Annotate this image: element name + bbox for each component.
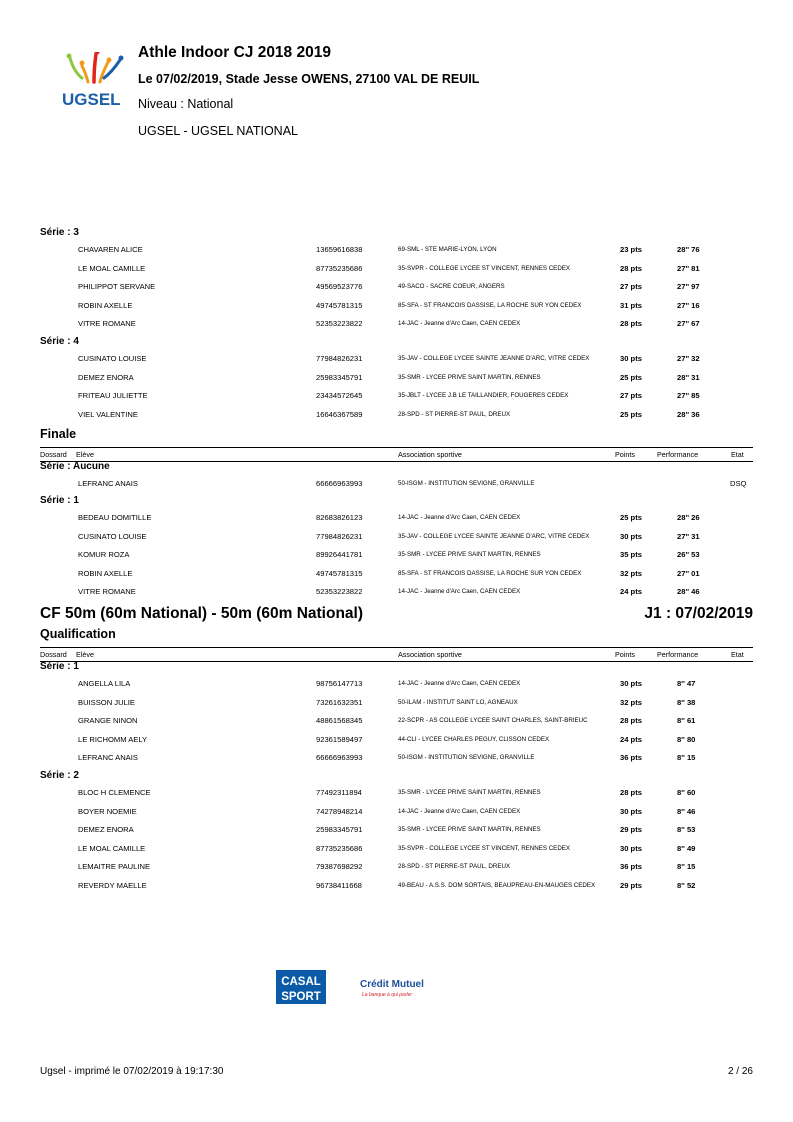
licence-number: 52353223822 xyxy=(316,587,363,597)
level-label: Niveau : National xyxy=(138,97,234,111)
performance: 26'' 53 xyxy=(677,550,700,560)
licence-number: 52353223822 xyxy=(316,319,363,329)
points: 25 pts xyxy=(620,409,642,419)
event-title: CF 50m (60m National) - 50m (60m National) xyxy=(40,605,363,622)
result-row xyxy=(40,406,753,424)
result-row xyxy=(40,565,753,583)
association: 22-SCPR - AS COLLEGE LYCEE SAINT CHARLES, SAINT-BRIEUC xyxy=(398,717,588,725)
performance: 8'' 46 xyxy=(677,806,696,816)
points: 27 pts xyxy=(620,391,642,401)
athlete-name: BEDEAU DOMITILLE xyxy=(78,513,152,522)
performance: 8'' 61 xyxy=(677,716,696,726)
header-performance: Performance xyxy=(657,650,699,659)
points: 24 pts xyxy=(620,587,642,597)
serie-heading: Série : 1 xyxy=(40,495,79,506)
athlete-name: LEMAITRE PAULINE xyxy=(78,862,151,872)
athlete-name: VITRE ROMANE xyxy=(78,587,136,597)
result-row xyxy=(40,877,753,895)
athlete-name: ROBIN AXELLE xyxy=(78,300,133,310)
performance: 8'' 53 xyxy=(677,825,696,835)
result-row xyxy=(40,475,753,493)
casal-sport-logo xyxy=(276,970,326,1004)
serie-heading: Série : 4 xyxy=(40,336,79,347)
ugsel-figures-icon xyxy=(67,52,124,82)
points: 30 pts xyxy=(620,806,642,816)
points: 32 pts xyxy=(620,697,642,707)
licence-number: 82683826123 xyxy=(316,513,363,522)
association: 85-SFA - ST FRANCOIS DASSISE, LA ROCHE SUR YON CEDEX xyxy=(398,301,582,309)
header-etat: Etat xyxy=(731,450,744,459)
logo-text: UGSEL xyxy=(62,90,121,109)
association: 50-ILAM - INSTITUT SAINT LO, AGNEAUX xyxy=(398,698,518,706)
association: 35-JBLT - LYCEE J.B LE TAILLANDIER, FOUGERES CEDEX xyxy=(398,392,569,400)
licence-number: 25983345791 xyxy=(316,825,363,835)
licence-number: 23434572645 xyxy=(316,391,363,401)
serie-heading: Série : 3 xyxy=(40,227,79,238)
result-row xyxy=(40,858,753,876)
result-row xyxy=(40,297,753,315)
performance: 8'' 49 xyxy=(677,843,696,853)
result-row xyxy=(40,387,753,405)
header-performance: Performance xyxy=(657,450,699,459)
athlete-name: LE MOAL CAMILLE xyxy=(78,263,146,273)
page-number: 2 / 26 xyxy=(727,1066,753,1077)
association: 14-JAC - Jeanne d'Arc Caen, CAEN CEDEX xyxy=(398,680,521,687)
points: 30 pts xyxy=(620,531,642,541)
points: 36 pts xyxy=(620,753,642,763)
athlete-name: BOYER NOEMIE xyxy=(78,806,137,816)
points: 28 pts xyxy=(620,716,642,726)
ugsel-logo xyxy=(60,52,128,110)
points: 30 pts xyxy=(620,843,642,853)
result-row xyxy=(40,583,753,601)
result-row xyxy=(40,260,753,278)
licence-number: 74278948214 xyxy=(316,806,363,816)
performance: 8'' 15 xyxy=(677,753,696,763)
association: 14-JAC - Jeanne d'Arc Caen, CAEN CEDEX xyxy=(398,514,521,521)
athlete-name: REVERDY MAELLE xyxy=(78,881,147,890)
header-association: Association sportive xyxy=(398,650,462,659)
result-row xyxy=(40,840,753,858)
licence-number: 49569523776 xyxy=(316,282,363,292)
licence-number: 96738411668 xyxy=(316,881,362,890)
performance: 27'' 31 xyxy=(677,531,700,541)
result-row xyxy=(40,278,753,296)
association: 50-ISGM - INSTITUTION SEVIGNE, GRANVILLE xyxy=(398,754,535,762)
result-row xyxy=(40,749,753,767)
licence-number: 89926441781 xyxy=(316,550,363,560)
result-row xyxy=(40,241,753,259)
athlete-name: CHAVAREN ALICE xyxy=(78,245,143,254)
athlete-name: LE RICHOMM AELY xyxy=(78,734,148,744)
licence-number: 92361589497 xyxy=(316,734,363,744)
licence-number: 25983345791 xyxy=(316,372,363,382)
performance: 27'' 67 xyxy=(677,319,700,329)
licence-number: 79387698292 xyxy=(316,862,363,872)
result-row xyxy=(40,803,753,821)
result-row xyxy=(40,315,753,333)
header-points: Points xyxy=(615,650,635,659)
athlete-name: DEMEZ ENORA xyxy=(78,372,134,382)
points: 31 pts xyxy=(620,300,642,310)
points: 30 pts xyxy=(620,354,642,363)
athlete-name: LEFRANC ANAIS xyxy=(78,479,138,488)
result-row xyxy=(40,821,753,839)
credit-mutuel-logo xyxy=(360,979,424,998)
association: 35-SMR - LYCEE PRIVE SAINT MARTIN, RENNES xyxy=(398,789,541,796)
licence-number: 87735235686 xyxy=(316,263,363,273)
association: 50-ISGM - INSTITUTION SEVIGNE, GRANVILLE xyxy=(398,480,535,487)
association: 35-SMR - LYCEE PRIVE SAINT MARTIN, RENNES xyxy=(398,373,541,381)
points: 29 pts xyxy=(620,881,642,890)
association: 49-SACO - SACRE COEUR, ANGERS xyxy=(398,283,505,291)
header-points: Points xyxy=(615,450,635,459)
performance: 27'' 01 xyxy=(677,568,700,578)
header-eleve: Elève xyxy=(76,650,94,659)
association: 35-JAV - COLLEGE LYCEE SAINTE JEANNE D'ARC, VITRE CEDEX xyxy=(398,355,590,362)
association: 35-SVPR - COLLEGE LYCEE ST VINCENT, RENNES CEDEX xyxy=(398,264,571,272)
credit-mutuel-text: Crédit Mutuel xyxy=(360,979,424,990)
table-header xyxy=(40,647,753,662)
print-timestamp: Ugsel - imprimé le 07/02/2019 à 19:17:30 xyxy=(40,1066,224,1077)
points: 25 pts xyxy=(620,513,642,522)
licence-number: 49745781315 xyxy=(316,568,363,578)
athlete-name: ANGELLA LILA xyxy=(78,679,131,688)
licence-number: 77984826231 xyxy=(316,354,363,363)
header-dossard: Dossard xyxy=(40,450,67,459)
sport-text: SPORT xyxy=(281,991,321,1003)
result-row xyxy=(40,731,753,749)
association: 35-SMR - LYCEE PRIVE SAINT MARTIN, RENNES xyxy=(398,551,541,559)
association: 14-JAC - Jeanne d'Arc Caen, CAEN CEDEX xyxy=(398,807,521,815)
athlete-name: VITRE ROMANE xyxy=(78,319,136,329)
finale-heading: Finale xyxy=(40,427,77,441)
performance: 8'' 52 xyxy=(677,881,696,890)
association: 28-SPD - ST PIERRE-ST PAUL, DREUX xyxy=(398,863,511,871)
athlete-name: PHILIPPOT SERVANE xyxy=(78,282,156,292)
licence-number: 13659616838 xyxy=(316,245,363,254)
performance: 28'' 76 xyxy=(677,245,700,254)
event-date: J1 : 07/02/2019 xyxy=(644,605,753,622)
licence-number: 87735235686 xyxy=(316,843,363,853)
points: 27 pts xyxy=(620,282,642,292)
points: 28 pts xyxy=(620,319,642,329)
association: 69-SML - STE MARIE-LYON, LYON xyxy=(398,246,497,253)
result-row xyxy=(40,369,753,387)
performance: 27'' 16 xyxy=(677,300,700,310)
licence-number: 66666963993 xyxy=(316,479,363,488)
performance: 27'' 97 xyxy=(677,282,700,292)
performance: 28'' 36 xyxy=(677,409,700,419)
points: 28 pts xyxy=(620,788,642,797)
performance: 8'' 38 xyxy=(677,697,696,707)
association: 14-JAC - Jeanne d'Arc Caen, CAEN CEDEX xyxy=(398,588,521,596)
points: 32 pts xyxy=(620,568,642,578)
status: DSQ xyxy=(730,479,747,488)
performance: 28'' 46 xyxy=(677,587,700,597)
result-row xyxy=(40,694,753,712)
association: 35-JAV - COLLEGE LYCEE SAINTE JEANNE D'ARC, VITRE CEDEX xyxy=(398,532,590,540)
athlete-name: DEMEZ ENORA xyxy=(78,825,134,835)
athlete-name: BLOC H CLEMENCE xyxy=(78,788,151,797)
performance: 27'' 32 xyxy=(677,354,700,363)
athlete-name: LEFRANC ANAIS xyxy=(78,753,138,763)
result-row xyxy=(40,546,753,564)
serie-heading: Série : 2 xyxy=(40,770,79,781)
points: 28 pts xyxy=(620,263,642,273)
licence-number: 98756147713 xyxy=(316,679,363,688)
performance: 8'' 60 xyxy=(677,788,696,797)
serie-heading: Série : 1 xyxy=(40,661,79,672)
licence-number: 16646367589 xyxy=(316,409,363,419)
result-row xyxy=(40,675,753,693)
athlete-name: VIEL VALENTINE xyxy=(78,409,138,419)
points: 35 pts xyxy=(620,550,642,560)
athlete-name: CUSINATO LOUISE xyxy=(78,531,147,541)
points: 23 pts xyxy=(620,245,642,254)
licence-number: 66666963993 xyxy=(316,753,363,763)
association: 14-JAC - Jeanne d'Arc Caen, CAEN CEDEX xyxy=(398,320,521,328)
licence-number: 49745781315 xyxy=(316,300,363,310)
association: 85-SFA - ST FRANCOIS DASSISE, LA ROCHE SUR YON CEDEX xyxy=(398,569,582,577)
credit-mutuel-tagline: La banque à qui parler xyxy=(362,992,413,998)
performance: 8'' 47 xyxy=(677,679,696,688)
points: 30 pts xyxy=(620,679,642,688)
performance: 28'' 31 xyxy=(677,372,700,382)
athlete-name: ROBIN AXELLE xyxy=(78,568,133,578)
association: 28-SPD - ST PIERRE-ST PAUL, DREUX xyxy=(398,410,511,418)
header-etat: Etat xyxy=(731,650,744,659)
licence-number: 77984826231 xyxy=(316,531,363,541)
association: 35-SVPR - COLLEGE LYCEE ST VINCENT, RENNES CEDEX xyxy=(398,844,571,852)
athlete-name: KOMUR ROZA xyxy=(78,550,130,560)
performance: 27'' 85 xyxy=(677,391,700,401)
points: 24 pts xyxy=(620,734,642,744)
header-association: Association sportive xyxy=(398,450,462,459)
result-row xyxy=(40,350,753,368)
points: 36 pts xyxy=(620,862,642,872)
performance: 28'' 26 xyxy=(677,513,700,522)
table-header xyxy=(40,447,753,462)
document-title: Athle Indoor CJ 2018 2019 xyxy=(138,44,331,61)
sponsor-logos xyxy=(276,970,436,1006)
licence-number: 48861568345 xyxy=(316,716,363,726)
association: 49-BEAU - A.S.S. DOM SORTAIS, BEAUPREAU-EN-MAUGES CEDEX xyxy=(398,882,596,889)
association: 44-CLI - LYCEE CHARLES PEGUY, CLISSON CEDEX xyxy=(398,735,550,743)
header-eleve: Elève xyxy=(76,450,94,459)
performance: 8'' 15 xyxy=(677,862,696,872)
qualification-heading: Qualification xyxy=(40,627,116,641)
athlete-name: CUSINATO LOUISE xyxy=(78,354,147,363)
performance: 27'' 81 xyxy=(677,263,700,273)
athlete-name: GRANGE NINON xyxy=(78,716,138,726)
association: 35-SMR - LYCEE PRIVE SAINT MARTIN, RENNES xyxy=(398,826,541,834)
result-row xyxy=(40,509,753,527)
points: 25 pts xyxy=(620,372,642,382)
serie-heading: Série : Aucune xyxy=(40,461,110,472)
licence-number: 73261632351 xyxy=(316,697,363,707)
organisation-label: UGSEL - UGSEL NATIONAL xyxy=(138,124,298,138)
result-row xyxy=(40,528,753,546)
athlete-name: FRITEAU JULIETTE xyxy=(78,391,148,401)
athlete-name: LE MOAL CAMILLE xyxy=(78,843,146,853)
athlete-name: BUISSON JULIE xyxy=(78,697,135,707)
points: 29 pts xyxy=(620,825,642,835)
result-row xyxy=(40,784,753,802)
header-dossard: Dossard xyxy=(40,650,67,659)
result-row xyxy=(40,712,753,730)
event-details: Le 07/02/2019, Stade Jesse OWENS, 27100 VAL DE REUIL xyxy=(138,72,480,86)
licence-number: 77492311894 xyxy=(316,788,362,797)
performance: 8'' 80 xyxy=(677,734,696,744)
casal-text: CASAL xyxy=(281,976,321,988)
